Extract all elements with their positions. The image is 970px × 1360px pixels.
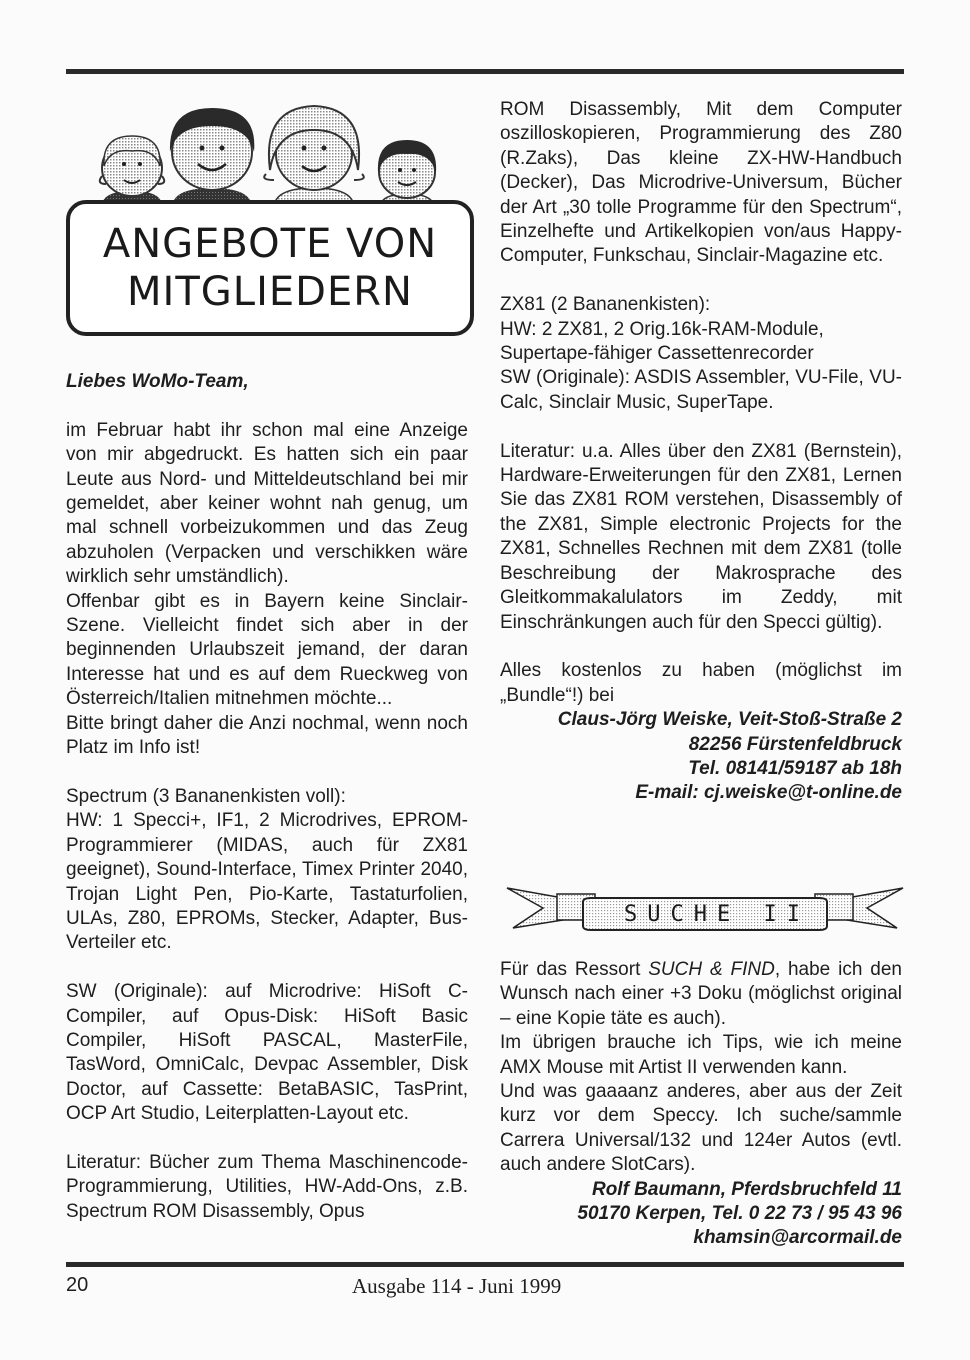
spectrum-hardware: HW: 1 Specci+, IF1, 2 Microdrives, EPROM-Programmierer (MIDAS, auch für ZX81 geeignet), Sound-Interface, Timex Printer 2040, Trojan Light Pen, Pio-Karte, Tastaturfolien, ULAs, Z80, EPROMs, Stecker, Adapter, Bus-Verteiler etc. <box>66 810 468 954</box>
contact1-name-street: Claus-Jörg Weiske, Veit-Stoß-Straße 2 <box>557 709 902 731</box>
family-faces-illustration <box>62 96 472 216</box>
contact2-name-street: Rolf Baumann, Pferdsbruchfeld 11 <box>591 1178 902 1200</box>
search-paragraph-2: Im übrigen brauche ich Tips, wie ich meine AMX Mouse mit Artist II verwenden kann. <box>500 1032 902 1078</box>
intro-paragraph: im Februar habt ihr schon mal eine Anzeige von mir abgedruckt. Es hatten sich ein paar Leute aus Nord- und Mitteldeutschland bei mir gemeldet, aber keiner wohnt nah genug, um mal schnell vorbeizukommen und das Zeug abzuholen (Verpacken und verschikken wäre wirklich sehr umständlich). <box>66 419 468 588</box>
contact1-email[interactable]: E-mail: cj.weiske@t-online.de <box>635 782 902 804</box>
contact1-city: 82256 Fürstenfeldbruck <box>688 733 902 755</box>
title-box <box>66 200 474 336</box>
search-paragraph-1 <box>500 958 902 1031</box>
zx81-literature: Literatur: u.a. Alles über den ZX81 (Bernstein), Hardware-Erweiterungen für den ZX81, Lernen Sie das ZX81 ROM verstehen, Disassembly of the ZX81, Simple electronic Projects for the ZX81, Schnelles Rechnen mit dem ZX81 (tolle Beschreibung der Makrosprache des Gleitkommakalulators im Zeddy, mit Einschränkungen auch für den Specci gültig). <box>500 440 902 633</box>
right-column-search <box>500 958 902 1251</box>
page-title-line-1: ANGEBOTE VON <box>102 221 438 267</box>
spectrum-literature: Literatur: Bücher zum Thema Maschinencode-Programmierung, Utilities, HW-Add-Ons, z.B. Spectrum ROM Disassembly, Opus <box>66 1151 468 1222</box>
search-paragraph-3: Und was gaaaanz anderes, aber aus der Zeit kurz vor dem Speccy. Ich suche/sammle Carrera Universal/132 und 124er Autos (evtl. auch andere SlotCars). <box>500 1081 902 1176</box>
issue-label: Ausgabe 114 - Juni 1999 <box>352 1274 562 1298</box>
spectrum-literature-continued: ROM Disassembly, Mit dem Computer oszilloskopieren, Programmierung des Z80 (R.Zaks), Das kleine ZX-HW-Handbuch (Decker), Das Microdrive-Universum, Bücher der Art „30 tolle Programme für den Spectrum“, Einzelhefte und Artikelkopien von/aus Happy-Computer, Funkschau, Sinclair-Magazine etc. <box>500 99 902 267</box>
left-column <box>66 370 468 1224</box>
face-girl-icon <box>100 136 165 206</box>
bottom-rule <box>66 1262 904 1267</box>
contact2-city-phone: 50170 Kerpen, Tel. 0 22 73 / 95 43 96 <box>577 1203 902 1225</box>
right-column <box>500 98 902 806</box>
page-title-line-2: MITGLIEDERN <box>127 269 413 315</box>
contact1-phone: Tel. 08141/59187 ab 18h <box>688 757 902 779</box>
search-p1-text: Für das Ressort <box>500 959 649 980</box>
top-rule <box>66 69 904 74</box>
face-man-icon <box>170 108 254 208</box>
face-woman-icon <box>264 106 364 208</box>
free-offer: Alles kostenlos zu haben (möglichst im „Bundle“!) bei <box>500 660 902 706</box>
contact2-email[interactable]: khamsin@arcormail.de <box>693 1227 902 1249</box>
banner-label: SUCHE II <box>624 902 810 927</box>
zx81-hardware: HW: 2 ZX81, 2 Orig.16k-RAM-Module, Supertape-fähiger Cassettenrecorder <box>500 318 824 365</box>
header-graphic <box>62 96 472 334</box>
zx81-heading: ZX81 (2 Bananenkisten): <box>500 294 711 316</box>
request-paragraph: Bitte bringt daher die Anzi nochmal, wenn noch Platz im Info ist! <box>66 712 468 759</box>
greeting: Liebes WoMo-Team, <box>66 371 249 392</box>
page-number: 20 <box>66 1274 89 1296</box>
bavaria-paragraph: Offenbar gibt es in Bayern keine Sinclair-Szene. Vielleicht findet sich aber in der beginnenden Urlaubszeit jemand, der daran Interesse hat und es auf dem Rueckweg von Österreich/Italien mitnehmen möchte... <box>66 590 468 710</box>
search-p1-text-end: , habe ich den Wunsch nach einer +3 Doku (möglichst original – eine Kopie täte es auch). <box>500 959 902 1029</box>
search-p1-emphasis: SUCH & FIND <box>648 959 775 980</box>
suche-banner <box>505 880 905 935</box>
face-boy-icon <box>378 140 436 208</box>
spectrum-heading: Spectrum (3 Bananenkisten voll): <box>66 785 346 807</box>
spectrum-software: SW (Originale): auf Microdrive: HiSoft C-Compiler, auf Opus-Disk: HiSoft Basic Compiler, HiSoft PASCAL, MasterFile, TasWord, OmniCalc, Devpac Assembler, Disk Doctor, auf Cassette: BetaBASIC, TasPrint, OCP Art Studio, Leiterplatten-Layout etc. <box>66 981 468 1125</box>
zx81-software: SW (Originale): ASDIS Assembler, VU-File, VU-Calc, Sinclair Music, SuperTape. <box>500 367 902 413</box>
